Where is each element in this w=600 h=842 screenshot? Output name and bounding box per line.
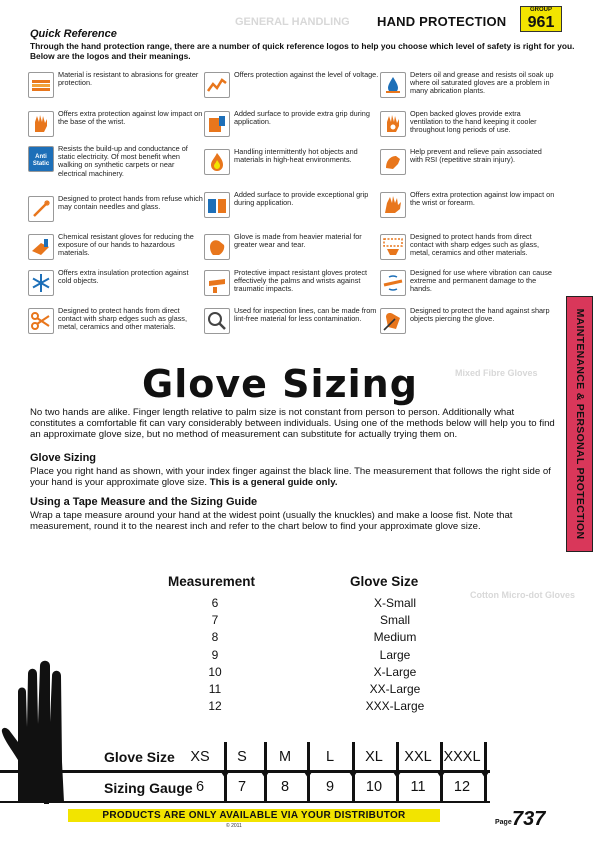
qr-text: Chemical resistant gloves for reducing the exposure of our hands to hazardous materials.	[58, 232, 194, 258]
gauge-number-cell: 8	[280, 779, 290, 795]
gauge-arrow	[221, 772, 229, 778]
qr-item-vibration	[380, 270, 555, 304]
impact-palm-icon	[204, 270, 230, 296]
anti-static-label: Anti	[35, 154, 47, 160]
voltage-icon	[204, 72, 230, 98]
page-number: 737	[512, 808, 546, 830]
anti-static-icon	[28, 146, 54, 172]
group-number: 961	[527, 14, 555, 31]
gauge-number-cell: 11	[410, 779, 426, 795]
gauge-rule	[0, 770, 490, 773]
qr-text: Offers extra protection against low impact on the base of the wrist.	[58, 109, 203, 127]
measurement-header: Measurement	[168, 574, 256, 589]
qr-item-cold	[28, 270, 203, 304]
measurement-column	[195, 595, 235, 715]
copyright: © 2011	[226, 823, 242, 829]
qr-item-needle	[28, 196, 203, 230]
qr-item-voltage	[204, 72, 379, 106]
section-title: HAND PROTECTION	[377, 14, 507, 29]
qr-text: Designed for use where vibration can cause extreme and permanent damage to the hands.	[410, 268, 552, 294]
piercing-icon	[380, 308, 406, 334]
gauge-arrow	[349, 772, 357, 778]
abrasion-icon	[28, 72, 54, 98]
gauge-size-cell: M	[278, 749, 292, 765]
gauge-size-cell: XL	[365, 749, 383, 765]
group-label: GROUP	[529, 7, 552, 13]
side-tab-label: MAINTENANCE & PERSONAL PROTECTION	[573, 308, 586, 540]
qr-text: Resists the build-up and conductance of static electricity. Of most benefit when walking on synthetic carpets or near electrical machinery.	[58, 144, 188, 178]
qr-item-oil	[380, 72, 555, 106]
table-cell: 10	[208, 664, 222, 679]
qr-item-piercing	[380, 308, 555, 342]
table-cell: 8	[211, 630, 219, 645]
ghost-text: Mixed Fibre Gloves	[455, 368, 538, 378]
gauge-rule	[0, 801, 490, 803]
glove-size-header: Glove Size	[350, 574, 419, 589]
qr-text: Deters oil and grease and resists oil soak up where oil saturated gloves are a problem in many abrication plants.	[410, 70, 554, 96]
quick-reference-title: Quick Reference	[30, 28, 117, 40]
qr-text: Glove is made from heavier material for greater wear and tear.	[234, 232, 362, 250]
section-paragraph	[30, 466, 560, 488]
qr-text: Material is resistant to abrasions for greater protection.	[58, 70, 199, 88]
qr-text: Designed to protect hands from direct contact with sharp edges such as glass, metal, ceramics and other materials.	[410, 232, 539, 258]
table-cell: X-Small	[373, 596, 416, 610]
ghost-text: GENERAL HANDLING	[235, 16, 350, 28]
index-finger-guide-line	[44, 688, 49, 804]
table-cell: Large	[379, 647, 411, 662]
quick-reference-intro: Through the hand protection range, there are a number of quick reference logos to help you choose which level of safety is right for you. Below are the logos and their meanings.	[30, 41, 575, 61]
scissors-icon	[28, 308, 54, 334]
sizing-intro: No two hands are alike. Finger length relative to palm size is not constant from person to person. Additionally what constitutes a comfortable fit can vary considerably between individuals. Using one of the methods below will help you to find an approximate glove size, but no method of measurement can substitute for actually trying them on.	[30, 407, 555, 441]
qr-item-anti-static	[28, 146, 203, 180]
table-cell: XXX-Large	[365, 699, 425, 714]
qr-item-rsi	[380, 149, 555, 183]
table-cell: 7	[211, 613, 219, 628]
gauge-arrow	[437, 772, 445, 778]
section-text: Place you right hand as shown, with your index finger against the black line. The measurement that follows the right side of your hand is your approximate glove size.	[30, 466, 551, 489]
gauge-size-cell: XXL	[404, 749, 432, 765]
gauge-size-cell: L	[325, 749, 335, 765]
anti-static-label: Static	[32, 161, 50, 167]
qr-item-impact-palm	[204, 270, 379, 304]
qr-item-ventilation	[380, 111, 555, 145]
gauge-arrow	[304, 772, 312, 778]
gauge-number-cell: 7	[237, 779, 247, 795]
gauge-number-cell: 9	[325, 779, 335, 795]
qr-text: Handling intermittently hot objects and materials in high-heat environments.	[234, 147, 358, 165]
gauge-number-cell: 6	[195, 779, 205, 795]
wrist-impact-icon	[28, 111, 54, 137]
table-cell: 6	[211, 596, 219, 610]
distributor-banner: PRODUCTS ARE ONLY AVAILABLE VIA YOUR DISTRIBUTOR	[68, 809, 440, 822]
qr-item-chemical	[28, 234, 203, 268]
qr-text: Added surface to provide extra grip during application.	[234, 109, 370, 127]
grip-icon	[204, 111, 230, 137]
section-heading: Using a Tape Measure and the Sizing Guide	[30, 496, 258, 508]
gauge-number-cell: 12	[453, 779, 471, 795]
gauge-arrow	[481, 772, 489, 778]
section-heading: Glove Sizing	[30, 452, 97, 464]
qr-text: Offers protection against the level of voltage.	[234, 70, 379, 79]
table-cell: 11	[208, 681, 222, 696]
ghost-text: Cotton Micro-dot Gloves	[470, 590, 575, 600]
table-cell: X-Large	[373, 664, 417, 679]
qr-item-abrasion	[28, 72, 203, 106]
vibration-icon	[380, 270, 406, 296]
gauge-size-cell: XXXL	[443, 749, 481, 765]
chemical-icon	[28, 234, 54, 260]
gauge-number-cell: 10	[365, 779, 383, 795]
sizing-gauge-label: Sizing Gauge	[104, 780, 193, 796]
qr-text: Offers extra insulation protection against cold objects.	[58, 268, 189, 286]
qr-text: Designed to protect the hand against sharp objects piercing the glove.	[410, 306, 550, 324]
qr-text: Open backed gloves provide extra ventilation to the hand keeping it cooler throughout long periods of use.	[410, 109, 537, 135]
inspection-icon	[204, 308, 230, 334]
qr-text: Offers extra protection against low impact on the wrist or forearm.	[410, 190, 555, 208]
gauge-arrow	[393, 772, 401, 778]
qr-item-wrist-forearm	[380, 192, 555, 226]
qr-text: Added surface to provide exceptional grip during application.	[234, 190, 369, 208]
gauge-arrow	[261, 772, 269, 778]
table-cell: XX-Large	[369, 681, 421, 696]
gauge-size-cell: S	[237, 749, 247, 765]
qr-item-wrist-impact	[28, 111, 203, 145]
cold-icon	[28, 270, 54, 296]
rsi-icon	[380, 149, 406, 175]
table-cell: Small	[379, 613, 410, 628]
qr-item-heavy-glove	[204, 234, 379, 268]
heavy-glove-icon	[204, 234, 230, 260]
qr-item-inspection	[204, 308, 379, 342]
oil-icon	[380, 72, 406, 98]
heat-icon	[204, 149, 230, 175]
group-badge	[520, 6, 562, 32]
qr-text: Designed to protect hands from direct contact with sharp edges such as glass, metal, ceramics and other materials.	[58, 306, 187, 332]
ventilation-icon	[380, 111, 406, 137]
qr-item-scissors	[28, 308, 203, 342]
qr-text: Help prevent and relieve pain associated with RSI (repetitive strain injury).	[410, 147, 542, 165]
wrist-forearm-icon	[380, 192, 406, 218]
table-cell: 9	[211, 647, 219, 662]
section-note: This is a general guide only.	[209, 477, 338, 489]
exceptional-grip-icon	[204, 192, 230, 218]
side-tab	[566, 296, 593, 552]
table-cell: 12	[208, 699, 222, 714]
qr-item-grip	[204, 111, 379, 145]
qr-item-sharp-edges	[380, 234, 555, 268]
needle-icon	[28, 196, 54, 222]
page-label: Page	[495, 819, 512, 826]
qr-item-heat	[204, 149, 379, 183]
glove-size-column	[340, 595, 450, 715]
section-paragraph: Wrap a tape measure around your hand at the widest point (usually the knuckles) and make a loose fist. Note that measurement, round it to the nearest inch and refer to the chart below to find your approximate glove size.	[30, 510, 513, 533]
sharp-edges-icon	[380, 234, 406, 260]
qr-text: Protective impact resistant gloves protect effectively the palms and wrists against traumatic impacts.	[234, 268, 368, 294]
qr-item-exceptional-grip	[204, 192, 379, 226]
table-cell: Medium	[373, 630, 417, 645]
gauge-size-cell: XS	[190, 749, 210, 765]
glove-size-label: Glove Size	[104, 749, 175, 765]
qr-text: Used for inspection lines, can be made from lint-free material for less contamination.	[234, 306, 377, 324]
qr-text: Designed to protect hands from refuse which may contain needles and glass.	[58, 194, 203, 212]
page-title: Glove Sizing	[142, 362, 418, 406]
